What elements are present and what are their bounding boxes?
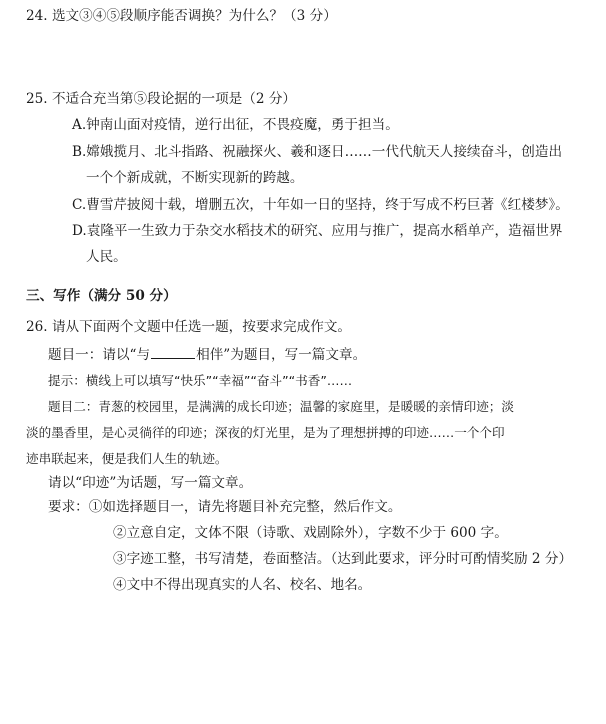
q25-option-b-line1: B.嫦娥揽月、北斗指路、祝融探火、羲和逐日……一代代航天人接续奋斗，创造出 — [72, 144, 563, 160]
q26-hint: 提示：横线上可以填写“快乐”“幸福”“奋斗”“书香”…… — [48, 373, 353, 388]
q25-option-b-line2: 一个个新成就，不断实现新的跨越。 — [86, 170, 304, 186]
q25-option-d-line1: D.袁隆平一生致力于杂交水稻技术的研究、应用与推广，提高水稻单产，造福世界 — [72, 223, 563, 239]
q26-topic1-prefix: 题目一：请以“与 — [48, 347, 151, 363]
q25-option-c: C.曹雪芹披阅十载，增删五次，十年如一日的坚持，终于写成不朽巨著《红楼梦》。 — [72, 197, 569, 213]
q26-topic2-task: 请以“印迹”为话题，写一篇文章。 — [48, 475, 253, 491]
q25-option-a: A.钟南山面对疫情，逆行出征，不畏疫魔，勇于担当。 — [72, 117, 399, 133]
q26-requirement-1: 要求：①如选择题目一，请先将题目补充完整，然后作文。 — [48, 499, 402, 515]
q26-topic1 — [48, 345, 366, 364]
topic1-fill-blank — [151, 345, 195, 359]
q26-topic2-line1: 题目二：青葱的校园里，是满满的成长印迹；温馨的家庭里，是暖暖的亲情印迹；淡 — [48, 399, 514, 414]
q25-option-d-line2: 人民。 — [86, 249, 127, 265]
q26-topic1-suffix: 相伴”为题目，写一篇文章。 — [196, 347, 367, 363]
q26-topic2-line3: 迹串联起来，便是我们人生的轨迹。 — [26, 451, 228, 466]
q26-topic2-line2: 淡的墨香里，是心灵徜徉的印迹；深夜的灯光里，是为了理想拼搏的印迹……一个个印 — [26, 425, 505, 440]
section-writing-heading: 三、写作（满分 50 分） — [26, 288, 177, 304]
q25-stem: 25. 不适合充当第⑤段论据的一项是（2 分） — [26, 91, 297, 107]
q26-stem: 26. 请从下面两个文题中任选一题，按要求完成作文。 — [26, 319, 352, 335]
q26-requirement-2: ②立意自定，文体不限（诗歌、戏剧除外），字数不少于 600 字。 — [113, 525, 508, 541]
q26-requirement-4: ④文中不得出现真实的人名、校名、地名。 — [113, 577, 372, 593]
q24-text: 24. 选文③④⑤段顺序能否调换？为什么？（3 分） — [26, 8, 337, 24]
q26-requirement-3: ③字迹工整，书写清楚，卷面整洁。（达到此要求，评分时可酌情奖励 2 分） — [113, 551, 573, 567]
